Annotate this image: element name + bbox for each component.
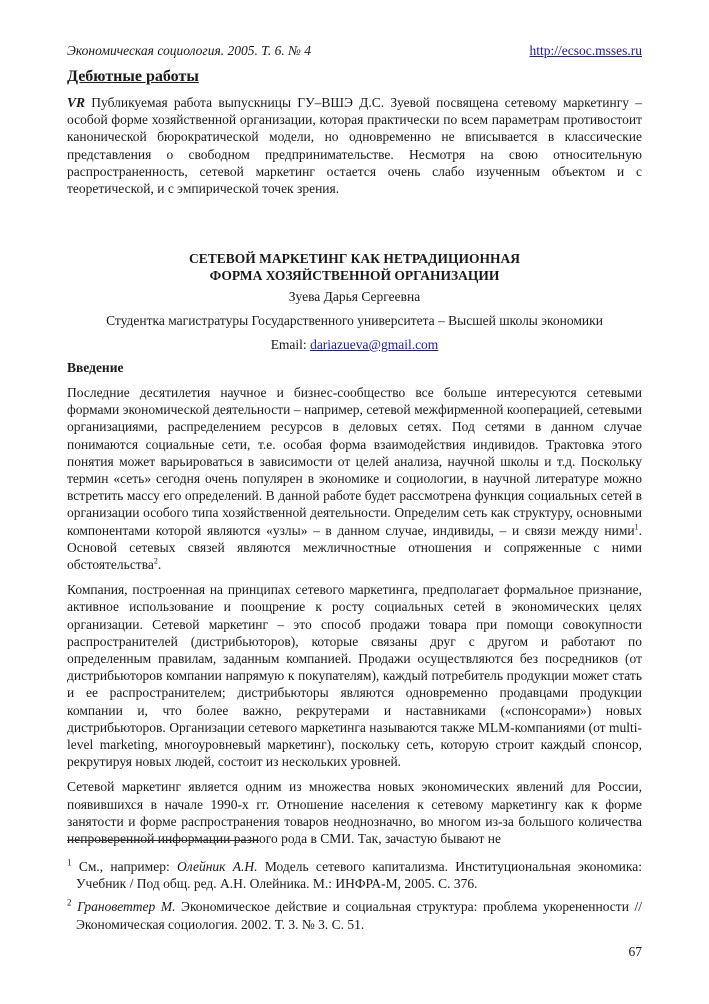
author-email [67, 337, 642, 353]
footnote-separator [67, 840, 259, 841]
author-name: Зуева Дарья Сергеевна [288, 289, 421, 304]
paragraph-2: Компания, построенная на принципах сетевого маркетинга, предполагает формальное признание, активное использование и поощрение к росту социальных сетей в экономических целях организации. Сетевой маркетинг – это способ продажи товара при помощи совокупности распространителей (дистрибьюторов), которые связаны друг с другом и работают по определенным правилам, заданным компанией. Продажи осуществляются без посредников (от дистрибьюторов компании напрямую к покупателям), каждый потребитель продукции может стать и ее распространителем; дистрибьюторы являются одновременно продавцами продукции компании и, что более важно, рекрутерами и наставниками («спонсорами») новых дистрибьюторов. Организации сетевого маркетинга называются также MLM-компаниями (от multi-level marketing, многоуровневый маркетинг), поскольку сеть, которую строит каждый спонсор, рекрутируя новых людей, состоит из нескольких уровней. [67, 582, 642, 770]
running-header [67, 43, 642, 59]
editorial-text: Публикуемая работа выпускницы ГУ–ВШЭ Д.С. Зуевой посвящена сетевому маркетингу – особой форме хозяйственной организации, которая практически по всем параметрам противостоит канонической бюрократической модели, но одновременно не вписывается в классические представления о свободном предпринимательстве. Несмотря на свою относительную распространенность, сетевой маркетинг остается очень слабо изученным объектом и с теоретической, и с эмпирической точек зрения. [67, 95, 643, 197]
article-title-line-1: СЕТЕВОЙ МАРКЕТИНГ КАК НЕТРАДИЦИОННАЯ [189, 251, 520, 266]
footnotes [67, 858, 642, 939]
editorial-note [67, 94, 642, 197]
footnote-ref-1[interactable]: 1 [634, 522, 639, 532]
footnote-1-text-a: См., например: [78, 859, 177, 874]
author-affiliation: Студентка магистратуры Государственного университета – Высшей школы экономики [106, 313, 603, 328]
paragraph-3: Сетевой маркетинг является одним из множества новых экономических явлений для России, появившихся в начале 1990-х гг. Отношение населения к сетевому маркетингу как к форме занятости и форме распространения товаров неоднозначно, во многом из-за большого количества непроверенной информации разного рода в СМИ. Так, зачастую бывают не [67, 779, 642, 847]
footnote-2-text: Экономическое действие и социальная структура: проблема укорененности // Экономическая социология. 2002. Т. 3. № 3. С. 51. [76, 899, 643, 932]
editor-tag: VR [67, 95, 86, 110]
page-number: 67 [628, 944, 642, 959]
email-link[interactable]: dariazueva@gmail.com [310, 337, 439, 352]
article-title [67, 250, 642, 284]
journal-url-link[interactable]: http://ecsoc.msses.ru [529, 43, 642, 58]
paragraph-1-text-b: . Основой сетевых связей являются межличностные отношения и сопряженные с ними обстоятельства [67, 522, 642, 573]
footnote-2-number: 2 [67, 897, 72, 908]
journal-citation: Экономическая социология. 2005. Т. 6. № 4 [67, 43, 311, 58]
footnote-1-author: Олейник А.Н. [177, 859, 258, 874]
footnote-1 [67, 858, 642, 892]
paragraph-1 [67, 384, 642, 573]
paragraph-1-text-c: . [157, 557, 162, 573]
paragraph-1-text-a: Последние десятилетия научное и бизнес-сообщество все больше интересуются сетевыми формами экономической деятельности – например, сетевой межфирменной кооперацией, сетевыми организациями, распределением ресурсов в деловых сетях. Под сетями в данном случае понимаются социальные сети, т.е. особая форма взаимодействия индивидов. Трактовка этого понятия может варьироваться в зависимости от целей анализа, научной школы и т.д. Поскольку термин «сеть» сегодня очень популярен в экономике и социологии, в научной литературе можно встретить массу его определений. В данной работе будет рассмотрена функция социальных сетей в организации особого типа хозяйственной деятельности. Определим сеть как структуру, основными компонентами которой являются «узлы» – в данном случае, индивиды, – и связи между ними [67, 385, 642, 538]
footnote-1-text-b: Модель сетевого капитализма. Институциональная экономика: Учебник / Под общ. ред. А.Н. Олейника. М.: ИНФРА-М, 2005. С. 376. [76, 859, 642, 892]
email-label: Email: [270, 337, 307, 352]
footnote-2-author: Грановеттер М. [77, 899, 176, 915]
footnote-1-number: 1 [67, 857, 72, 868]
footnote-2 [67, 898, 642, 932]
intro-heading: Введение [67, 360, 124, 375]
footnote-ref-2[interactable]: 2 [153, 556, 158, 566]
article-body [67, 384, 642, 855]
section-title: Дебютные работы [67, 68, 199, 85]
article-title-line-2: ФОРМА ХОЗЯЙСТВЕННОЙ ОРГАНИЗАЦИИ [209, 268, 500, 283]
